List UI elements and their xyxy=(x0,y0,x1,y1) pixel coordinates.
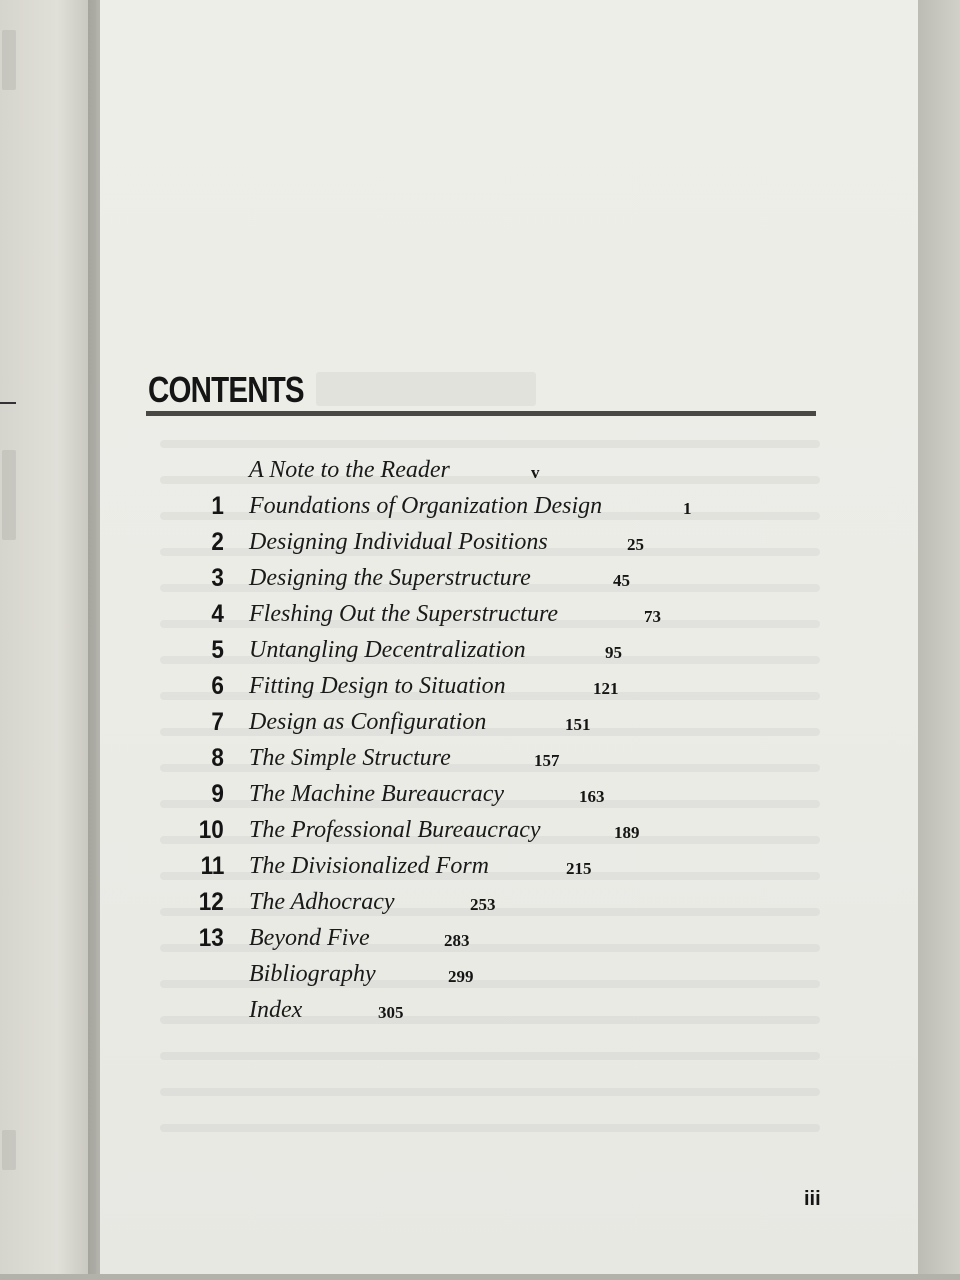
contents-heading: CONTENTS xyxy=(148,369,304,410)
chapter-number: 12 xyxy=(198,888,224,916)
page-number: 215 xyxy=(566,859,592,878)
page-number: 283 xyxy=(444,931,470,950)
toc-entry[interactable] xyxy=(0,488,918,524)
chapter-title: The Divisionalized Form xyxy=(249,853,489,879)
page-number: 73 xyxy=(644,607,661,626)
page-number: 151 xyxy=(565,715,591,734)
chapter-title: The Adhocracy xyxy=(249,889,395,915)
page-number: 157 xyxy=(534,751,560,770)
table-of-contents xyxy=(0,452,918,1028)
chapter-title: The Machine Bureaucracy xyxy=(249,781,505,807)
previous-page-rule xyxy=(0,402,16,404)
toc-entry[interactable] xyxy=(0,812,918,848)
page-number: 299 xyxy=(448,967,474,986)
chapter-number: 3 xyxy=(211,564,224,592)
chapter-title: Index xyxy=(249,997,303,1023)
toc-entry[interactable] xyxy=(0,452,918,488)
previous-page-ghost-text xyxy=(2,30,16,90)
chapter-title: Design as Configuration xyxy=(249,709,487,735)
chapter-title: Foundations of Organization Design xyxy=(249,493,603,519)
chapter-number: 1 xyxy=(211,492,224,520)
chapter-title: A Note to the Reader xyxy=(249,457,450,483)
page-number: 121 xyxy=(593,679,619,698)
page-folio: iii xyxy=(804,1188,821,1210)
chapter-title: Designing Individual Positions xyxy=(249,529,548,555)
chapter-number: 11 xyxy=(200,852,224,880)
toc-entry[interactable] xyxy=(0,776,918,812)
chapter-title: The Professional Bureaucracy xyxy=(249,817,541,843)
chapter-number: 5 xyxy=(211,636,224,664)
chapter-number: 10 xyxy=(198,816,224,844)
toc-entry[interactable] xyxy=(0,704,918,740)
chapter-number: 2 xyxy=(211,528,224,556)
heading-rule xyxy=(146,411,816,416)
page-bottom-edge xyxy=(0,1274,960,1280)
toc-entry[interactable] xyxy=(0,668,918,704)
page-number: 305 xyxy=(378,1003,404,1022)
page-number: 95 xyxy=(605,643,622,662)
chapter-title: Fleshing Out the Superstructure xyxy=(249,601,559,627)
chapter-title: Fitting Design to Situation xyxy=(249,673,506,699)
previous-page-ghost-text xyxy=(2,1130,16,1170)
page-number: 45 xyxy=(613,571,630,590)
toc-entry[interactable] xyxy=(0,920,918,956)
page-number: 1 xyxy=(683,499,692,518)
toc-entry[interactable] xyxy=(0,956,918,992)
chapter-title: Beyond Five xyxy=(249,925,370,951)
page-number: v xyxy=(531,463,540,482)
toc-entry[interactable] xyxy=(0,740,918,776)
chapter-number: 8 xyxy=(211,744,224,772)
page-number: 163 xyxy=(579,787,605,806)
page-right-edge xyxy=(918,0,960,1280)
chapter-title: The Simple Structure xyxy=(249,745,451,771)
page-number: 189 xyxy=(614,823,640,842)
chapter-number: 6 xyxy=(211,672,224,700)
chapter-title: Designing the Superstructure xyxy=(249,565,531,591)
toc-entry[interactable] xyxy=(0,596,918,632)
toc-entry[interactable] xyxy=(0,560,918,596)
toc-entry[interactable] xyxy=(0,524,918,560)
page-number: 25 xyxy=(627,535,644,554)
toc-entry[interactable] xyxy=(0,632,918,668)
chapter-number: 13 xyxy=(198,924,224,952)
chapter-title: Untangling Decentralization xyxy=(249,637,526,663)
chapter-title: Bibliography xyxy=(249,961,376,987)
chapter-number: 9 xyxy=(211,780,224,808)
chapter-number: 7 xyxy=(211,708,224,736)
toc-entry[interactable] xyxy=(0,992,918,1028)
toc-entry[interactable] xyxy=(0,848,918,884)
bleed-through-heading xyxy=(316,372,536,406)
toc-entry[interactable] xyxy=(0,884,918,920)
page-number: 253 xyxy=(470,895,496,914)
chapter-number: 4 xyxy=(211,600,224,628)
